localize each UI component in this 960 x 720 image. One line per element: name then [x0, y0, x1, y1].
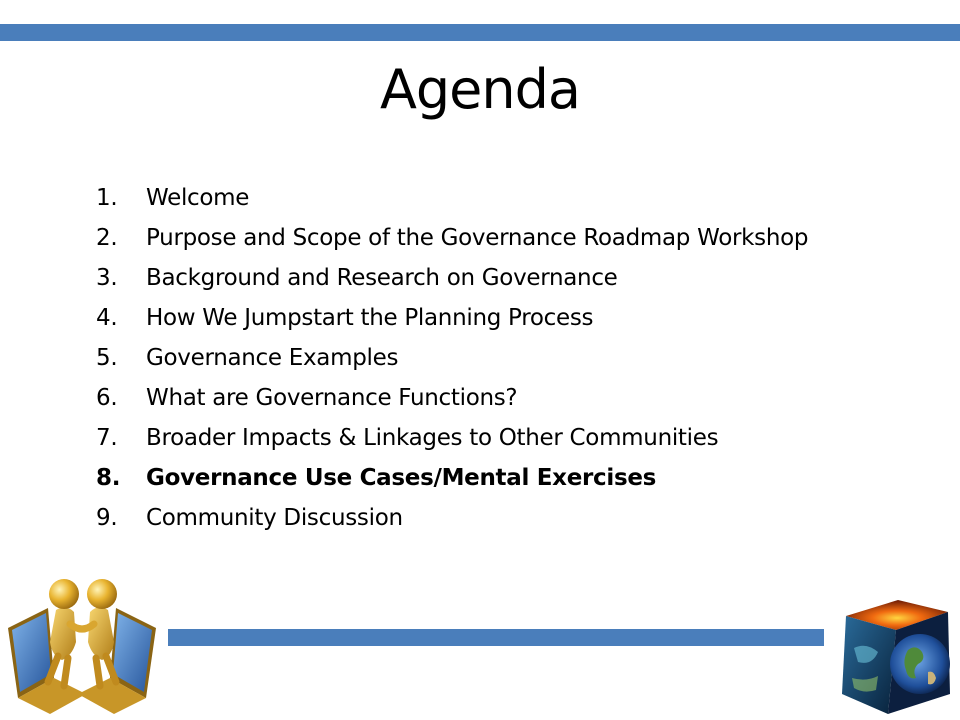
agenda-item	[96, 422, 816, 455]
agenda-item-number: 2.	[96, 225, 118, 251]
agenda-item-text: Governance Use Cases/Mental Exercises	[146, 465, 657, 491]
agenda-item-number: 6.	[96, 385, 118, 411]
agenda-item-text: Governance Examples	[146, 345, 399, 371]
agenda-item	[96, 182, 816, 215]
agenda-item-number: 3.	[96, 265, 118, 291]
agenda-item	[96, 222, 816, 255]
gold-figures-laptops-clipart-icon	[4, 568, 160, 716]
earth-cube-clipart-icon	[838, 598, 954, 718]
agenda-item-number: 7.	[96, 425, 118, 451]
agenda-item-number: 5.	[96, 345, 118, 371]
agenda-item-number: 8.	[96, 465, 121, 491]
agenda-item-number: 4.	[96, 305, 118, 331]
agenda-item-number: 9.	[96, 505, 118, 531]
top-accent-bar	[0, 24, 960, 41]
agenda-list	[96, 182, 816, 542]
agenda-item	[96, 502, 816, 535]
agenda-item	[96, 382, 816, 415]
agenda-item-text: Background and Research on Governance	[146, 265, 618, 291]
slide-title: Agenda	[379, 58, 581, 121]
agenda-item-text: Broader Impacts & Linkages to Other Communities	[146, 425, 719, 451]
agenda-item-highlighted	[96, 462, 816, 495]
agenda-item	[96, 302, 816, 335]
bottom-accent-bar	[168, 629, 824, 646]
agenda-item	[96, 342, 816, 375]
agenda-item-text: Purpose and Scope of the Governance Roadmap Workshop	[146, 225, 809, 251]
agenda-item-text: Welcome	[146, 185, 250, 211]
agenda-item	[96, 262, 816, 295]
agenda-item-text: What are Governance Functions?	[146, 385, 518, 411]
agenda-item-text: How We Jumpstart the Planning Process	[146, 305, 594, 331]
agenda-item-text: Community Discussion	[146, 505, 403, 531]
agenda-item-number: 1.	[96, 185, 118, 211]
